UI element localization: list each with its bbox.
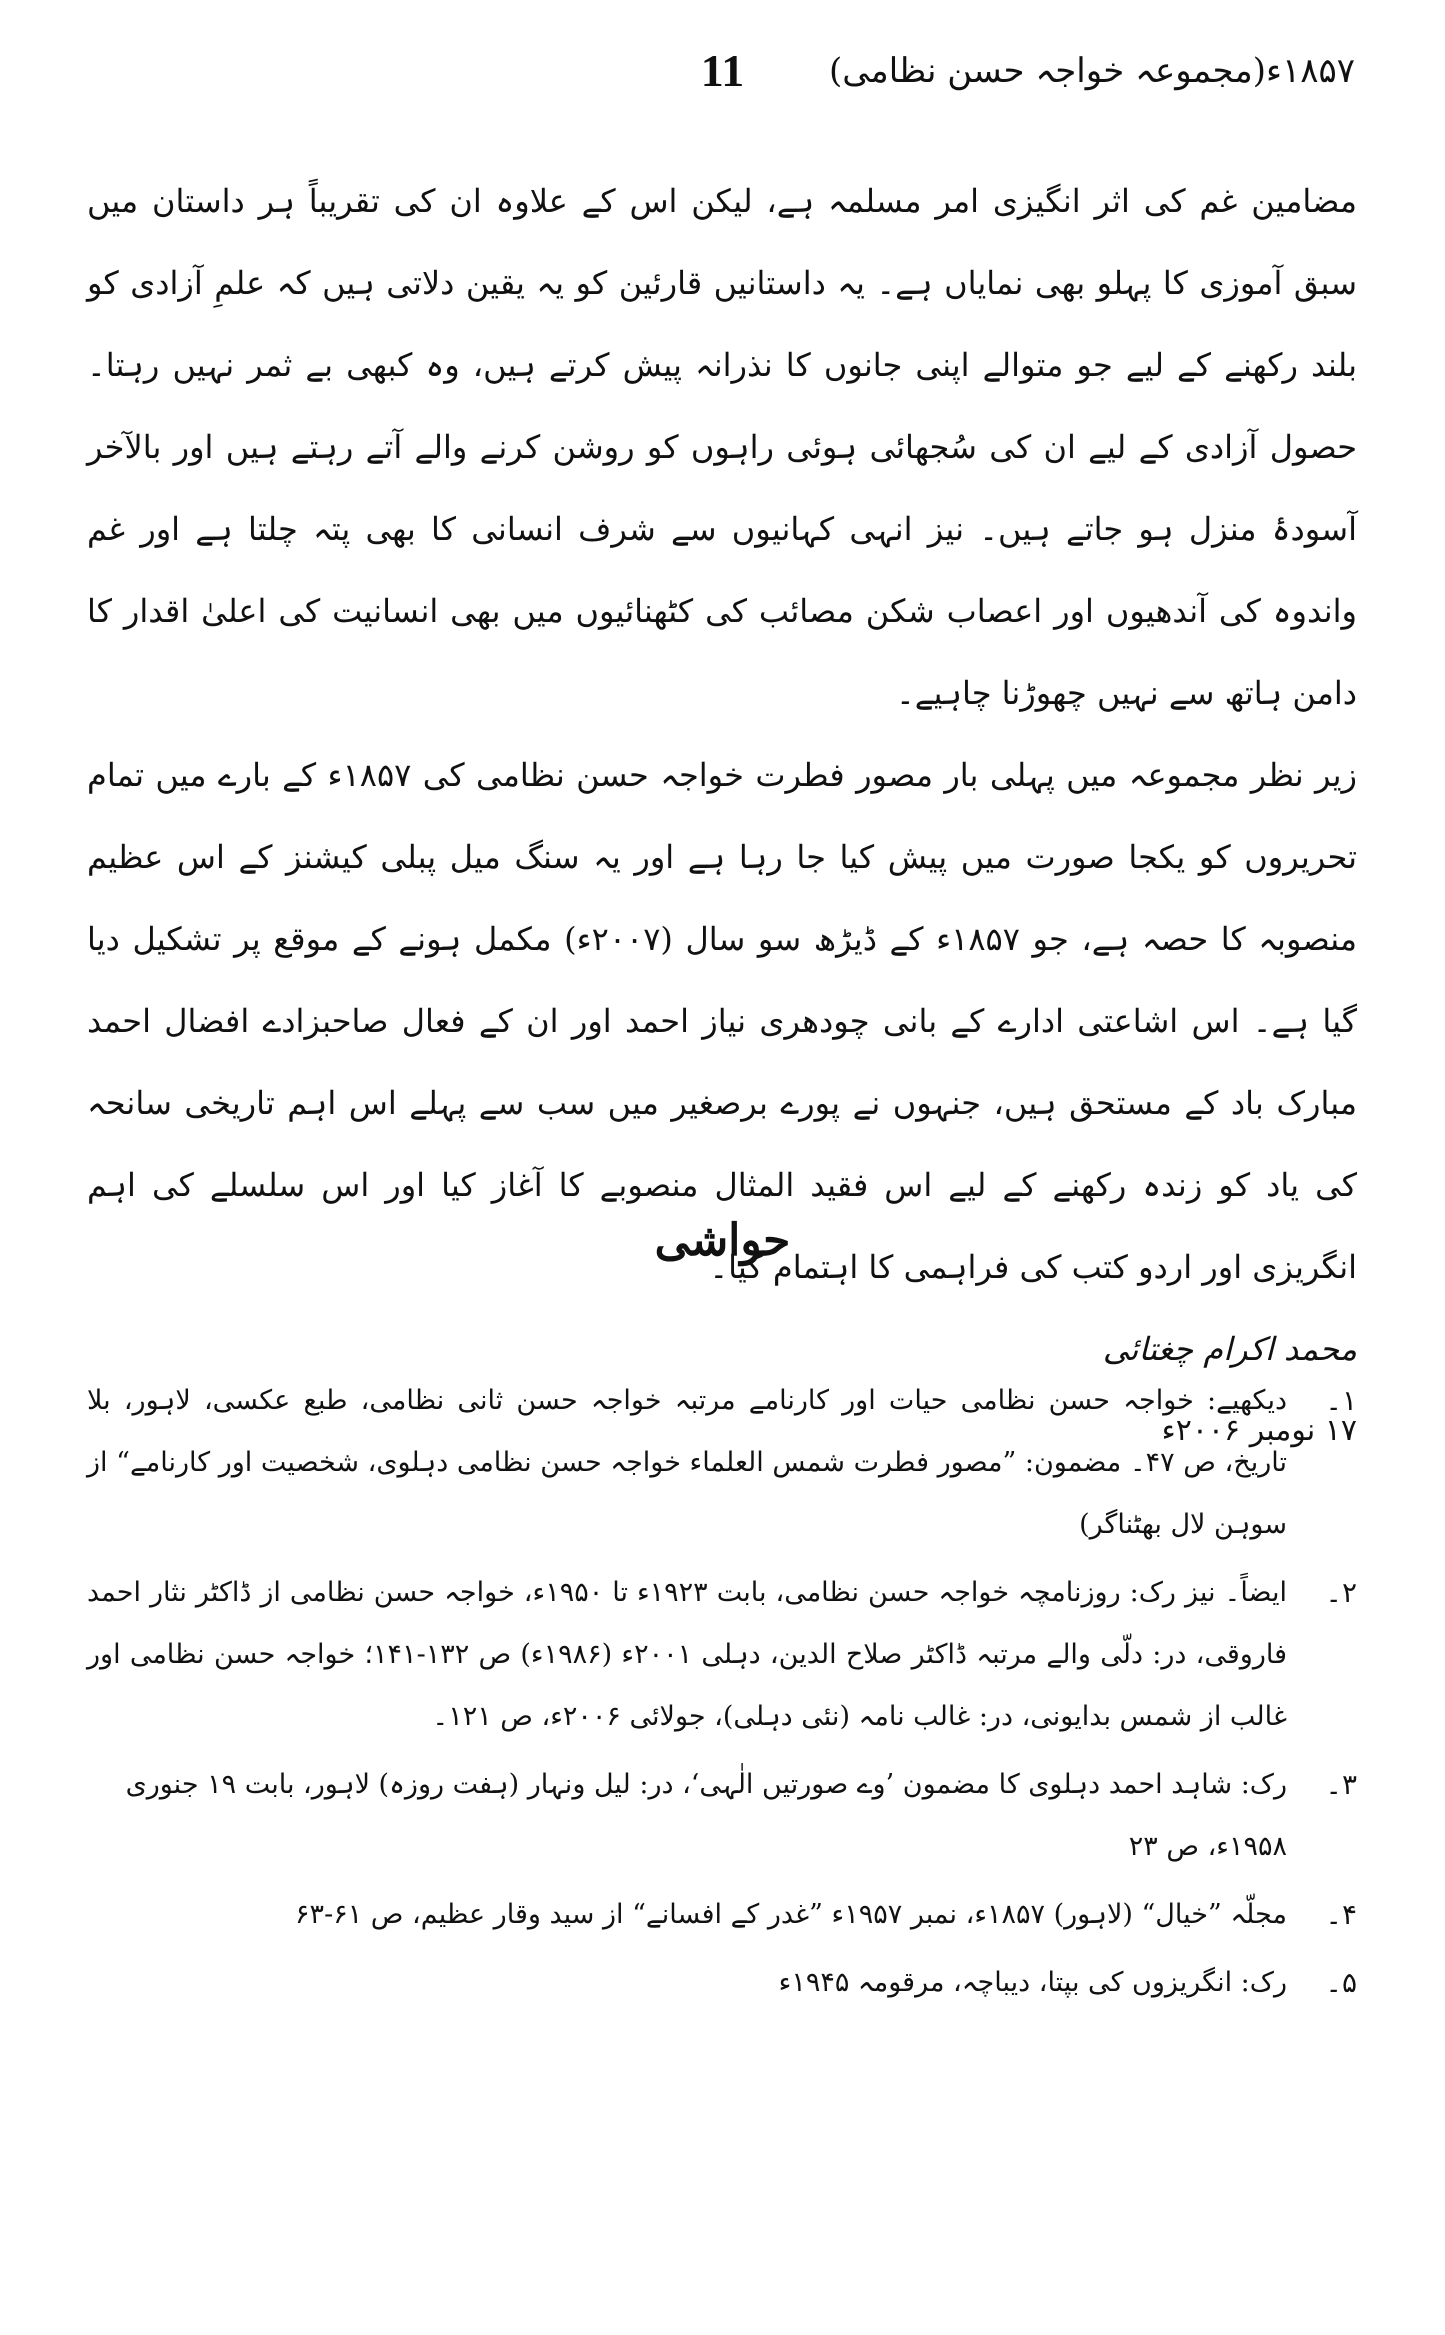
page-number: 11 <box>700 45 745 96</box>
paragraph: زیر نظر مجموعہ میں پہلی بار مصور فطرت خواجہ حسن نظامی کی ۱۸۵۷ء کے بارے میں تمام تحریروں کو یکجا صورت میں پیش کیا جا رہا ہے اور یہ سنگ میل پبلی کیشنز کے اس عظیم منصوبہ کا حصہ ہے، جو ۱۸۵۷ء کے ڈیڑھ سو سال (۲۰۰۷ء) مکمل ہونے کے موقع پر تشکیل دیا گیا ہے۔ اس اشاعتی ادارے کے بانی چودھری نیاز احمد اور ان کے فعال صاحبزادے افضال احمد مبارک باد کے مستحق ہیں، جنہوں نے پورے برصغیر میں سب سے پہلے اس اہم تاریخی سانحہ کی یاد کو زندہ رکھنے کے لیے اس فقید المثال منصوبے کا آغاز کیا اور اس سلسلے کی اہم انگریزی اور اردو کتب کی فراہمی کا اہتمام کیا۔ <box>87 756 1358 1286</box>
footnote-number: ۳۔ <box>1325 1768 1357 1801</box>
footnote-item <box>87 1754 1357 1878</box>
page-header <box>90 40 1355 110</box>
footnote-text: دیکھیے: خواجہ حسن نظامی حیات اور کارنامے مرتبہ خواجہ حسن ثانی نظامی، طبع عکسی، لاہور، بلا تاریخ، ص ۴۷۔ مضمون: ”مصور فطرت شمس العلماء خواجہ حسن نظامی دہلوی، شخصیت اور کارنامے“ از سوہن لال بھٹناگر) <box>87 1385 1287 1540</box>
footnote-number: ۵۔ <box>1325 1966 1357 1999</box>
paragraph: مضامین غم کی اثر انگیزی امر مسلمہ ہے، لیکن اس کے علاوہ ان کی تقریباً ہر داستان میں سبق آموزی کا پہلو بھی نمایاں ہے۔ یہ داستانیں قارئین کو یہ یقین دلاتی ہیں کہ علمِ آزادی کو بلند رکھنے کے لیے جو متوالے اپنی جانوں کا نذرانہ پیش کرتے ہیں، وہ کبھی بے ثمر نہیں رہتا۔ حصول آزادی کے لیے ان کی سُجھائی ہوئی راہوں کو روشن کرنے والے آتے رہتے ہیں اور بالآخر آسودۂ منزل ہو جاتے ہیں۔ نیز انہی کہانیوں سے شرف انسانی کا بھی پتہ چلتا ہے اور غم واندوہ کی آندھیوں اور اعصاب شکن مصائب کی کٹھنائیوں میں بھی انسانیت کی اعلیٰ اقدار کا دامن ہاتھ سے نہیں چھوڑنا چاہیے۔ <box>87 182 1358 712</box>
footnote-text: ایضاً۔ نیز رک: روزنامچہ خواجہ حسن نظامی، بابت ۱۹۲۳ء تا ۱۹۵۰ء، خواجہ حسن نظامی از ڈاکٹر نثار احمد فاروقی، در: دلّی والے مرتبہ ڈاکٹر صلاح الدین، دہلی ۲۰۰۱ء (۱۹۸۶ء) ص ۱۳۲-۱۴۱؛ خواجہ حسن نظامی اور غالب از شمس بدایونی، در: غالب نامہ (نئی دہلی)، جولائی ۲۰۰۶ء، ص ۱۲۱۔ <box>87 1577 1287 1732</box>
signature-date: ۱۷ نومبر ۲۰۰۶ء <box>1161 1413 1357 1448</box>
running-title: ۱۸۵۷ء(مجموعہ خواجہ حسن نظامی) <box>828 51 1355 91</box>
author-signature: محمد اکرام چغتائی <box>1102 1330 1357 1368</box>
footnote-number: ۴۔ <box>1325 1898 1357 1931</box>
body-text <box>87 160 1357 1472</box>
footnote-number: ۱۔ <box>1325 1384 1357 1417</box>
footnote-item <box>87 1370 1357 1556</box>
footnote-number: ۲۔ <box>1325 1576 1357 1609</box>
footnote-text: رک: شاہد احمد دہلوی کا مضمون ’وے صورتیں الٰہی‘، در: لیل ونہار (ہفت روزہ) لاہور، بابت ۱۹ جنوری ۱۹۵۸ء، ص ۲۳ <box>125 1769 1287 1862</box>
footnote-item <box>87 1952 1357 2014</box>
footnote-text: رک: انگریزوں کی بپتا، دیباچہ، مرقومہ ۱۹۴۵ء <box>778 1967 1287 1998</box>
footnotes-list <box>87 1370 1357 2020</box>
footnote-text: مجلّہ ”خیال“ (لاہور) ۱۸۵۷ء، نمبر ۱۹۵۷ء ”غدر کے افسانے“ از سید وقار عظیم، ص ۶۱-۶۳ <box>295 1899 1287 1930</box>
footnote-item <box>87 1562 1357 1748</box>
footnote-item <box>87 1884 1357 1946</box>
notes-heading: حواشی <box>654 1215 791 1266</box>
